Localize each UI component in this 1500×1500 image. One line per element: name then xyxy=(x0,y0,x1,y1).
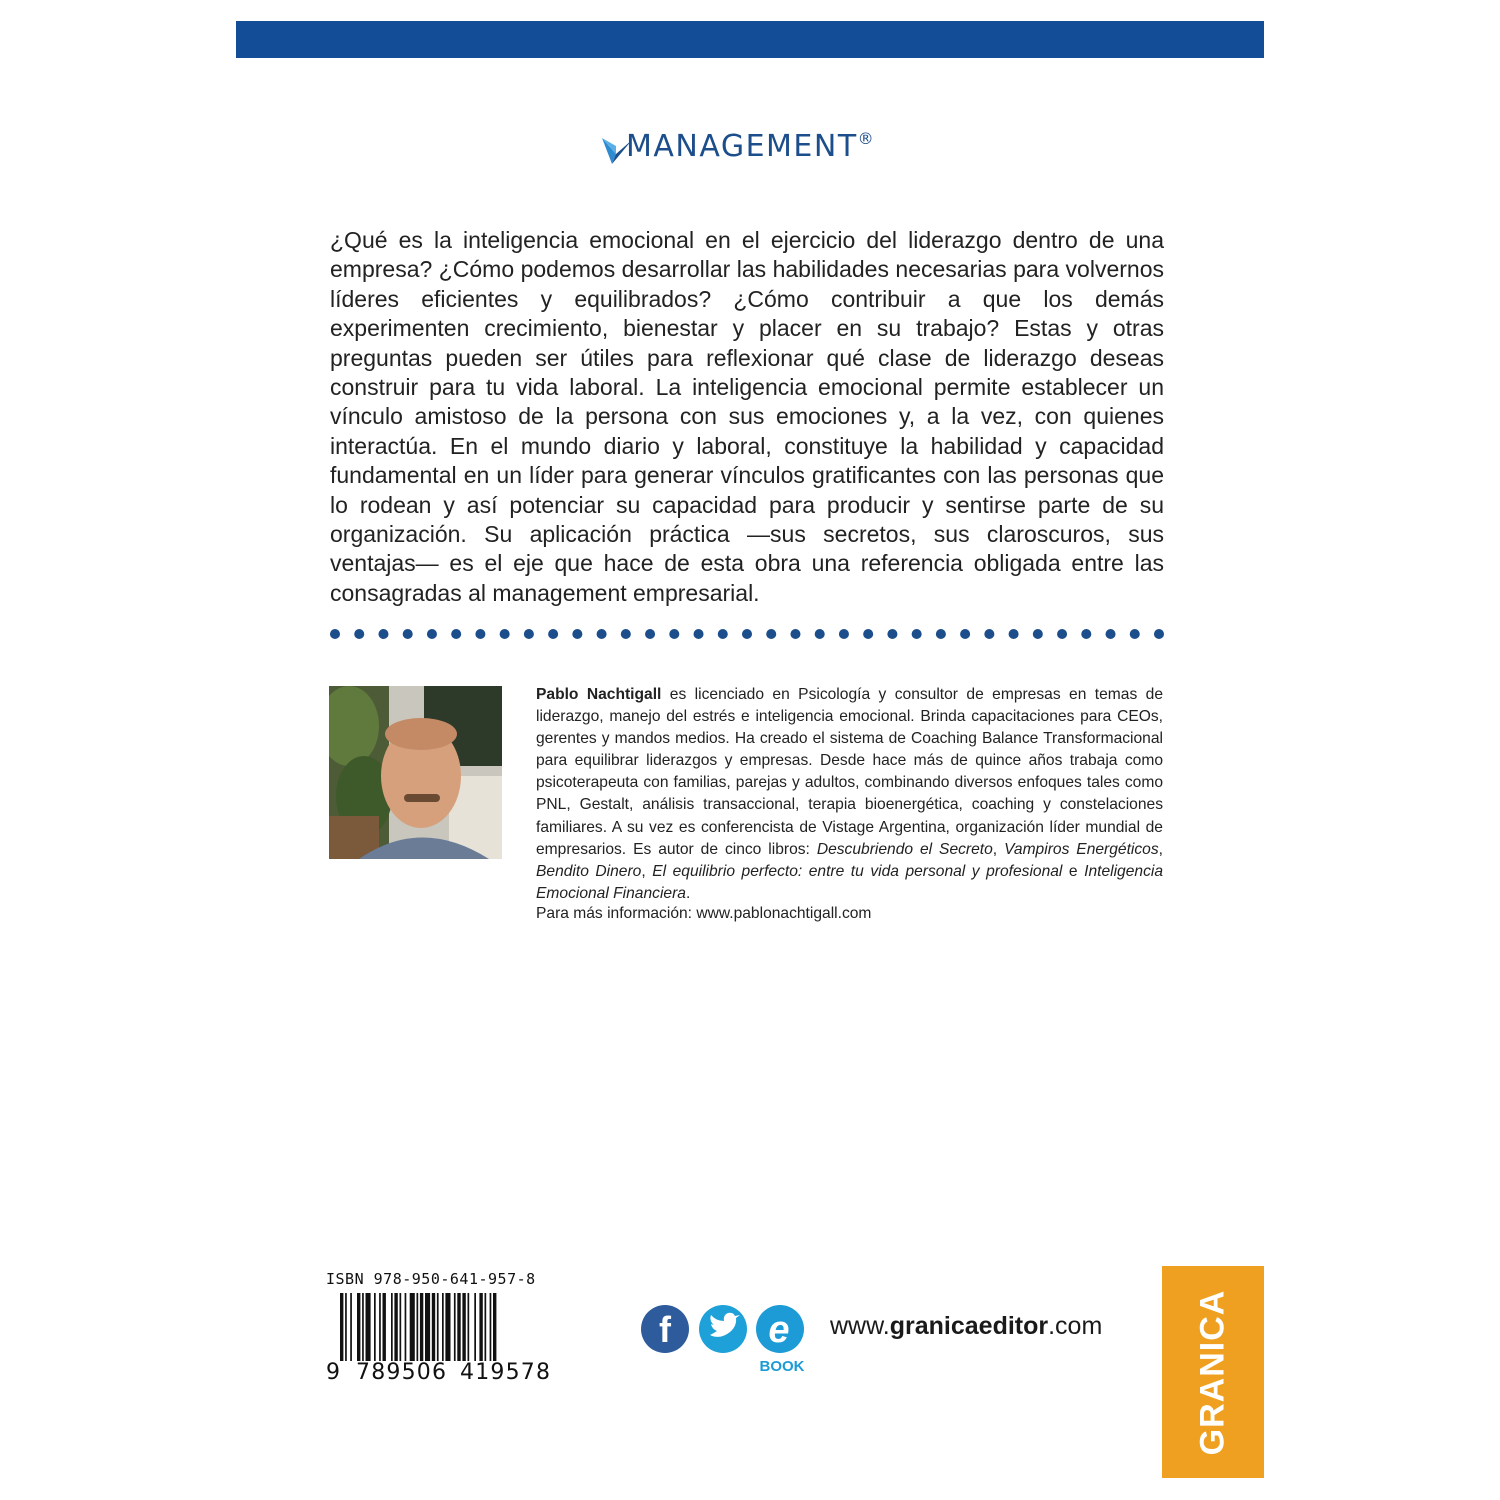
barcode-bar xyxy=(362,1293,364,1361)
brand-registered-mark: ® xyxy=(857,128,876,148)
divider-dot xyxy=(766,629,776,639)
book-separator: , xyxy=(992,840,1005,858)
divider-dot xyxy=(1154,629,1164,639)
divider-dot xyxy=(475,629,485,639)
website-prefix: www. xyxy=(830,1312,890,1340)
barcode-digits-right: 419578 xyxy=(460,1360,552,1385)
barcode-bar xyxy=(394,1293,397,1361)
barcode-digit-prefix: 9 xyxy=(326,1360,342,1385)
ebook-icon[interactable] xyxy=(756,1305,805,1375)
book-title: Bendito Dinero xyxy=(536,862,642,880)
management-logo xyxy=(600,122,875,170)
barcode-bar xyxy=(437,1293,439,1361)
svg-text:e: e xyxy=(768,1309,790,1351)
website-suffix: .com xyxy=(1048,1312,1103,1340)
divider-dot xyxy=(790,629,800,639)
barcode-digits xyxy=(326,1360,551,1385)
barcode-digits-left: 789506 xyxy=(356,1360,448,1385)
social-icons xyxy=(640,1304,810,1376)
divider-dot xyxy=(548,629,558,639)
divider-dot xyxy=(621,629,631,639)
svg-text:f: f xyxy=(659,1309,671,1350)
isbn-label: ISBN 978-950-641-957-8 xyxy=(326,1270,536,1288)
ebook-label: BOOK xyxy=(759,1358,805,1375)
divider-dot xyxy=(863,629,873,639)
barcode-bar xyxy=(379,1293,381,1361)
divider-dot xyxy=(645,629,655,639)
divider-dot xyxy=(500,629,510,639)
barcode-bar xyxy=(400,1293,402,1361)
divider-dot xyxy=(354,629,364,639)
barcode-bar xyxy=(366,1293,371,1361)
barcode-bar xyxy=(454,1293,456,1361)
divider-dot xyxy=(378,629,388,639)
website-name: granicaeditor xyxy=(889,1312,1049,1340)
barcode-bar xyxy=(432,1293,435,1361)
divider-dot xyxy=(1081,629,1091,639)
twitter-icon[interactable] xyxy=(699,1305,747,1353)
divider-dot xyxy=(427,629,437,639)
publisher-logo xyxy=(1162,1266,1264,1478)
barcode xyxy=(340,1293,540,1361)
divider-dot xyxy=(1057,629,1067,639)
publisher-website[interactable] xyxy=(830,1312,1102,1341)
barcode-bar xyxy=(445,1293,450,1361)
book-separator: , xyxy=(641,862,653,880)
barcode-bar xyxy=(410,1293,415,1361)
facebook-icon[interactable] xyxy=(641,1305,689,1353)
book-separator: , xyxy=(1158,840,1163,858)
book-title: Inteligencia Emocional Financiera xyxy=(536,862,1163,902)
barcode-bar xyxy=(350,1293,352,1361)
barcode-bar xyxy=(374,1293,376,1361)
divider-dot xyxy=(960,629,970,639)
author-bio xyxy=(536,684,1163,905)
book-title: Descubriendo el Secreto xyxy=(816,840,993,858)
barcode-bar xyxy=(479,1293,482,1361)
barcode-bar xyxy=(383,1293,386,1361)
divider-dot xyxy=(572,629,582,639)
divider-dot xyxy=(694,629,704,639)
barcode-bar xyxy=(391,1293,393,1361)
publisher-name: GRANICA xyxy=(1193,1289,1232,1455)
barcode-bar xyxy=(468,1293,470,1361)
barcode-bar xyxy=(340,1293,343,1361)
author-name: Pablo Nachtigall xyxy=(536,686,662,703)
divider-dot xyxy=(669,629,679,639)
book-title: El equilibrio perfecto: entre tu vida personal y profesional xyxy=(652,862,1063,880)
barcode-bar xyxy=(417,1293,419,1361)
divider-dot xyxy=(984,629,994,639)
divider-dot xyxy=(1033,629,1043,639)
barcode-bar xyxy=(474,1293,476,1361)
divider-dot xyxy=(887,629,897,639)
barcode-bar xyxy=(420,1293,423,1361)
barcode-bar xyxy=(345,1293,347,1361)
divider-dot xyxy=(403,629,413,639)
divider-dot xyxy=(718,629,728,639)
dotted-divider xyxy=(330,628,1164,640)
barcode-bar xyxy=(493,1293,496,1361)
barcode-bar xyxy=(405,1293,407,1361)
divider-dot xyxy=(451,629,461,639)
barcode-bar xyxy=(462,1293,465,1361)
back-cover-blurb: ¿Qué es la inteligencia emocional en el ejercicio del liderazgo dentro de una empresa? ¿Cómo podemos desarrollar las habilidades necesarias para volvernos líderes eficientes y equilibrados? ¿Cómo contribuir a que los demás experimenten crecimiento, bienestar y placer en su trabajo? Estas y otras preguntas pueden ser útiles para reflexionar qué clase de liderazgo deseas construir para tu vida laboral. La inteligencia emocional permite establecer un vínculo amistoso de la persona con sus emociones y, a la vez, con quienes interactúa. En el mundo diario y laboral, constituye la habilidad y capacidad fundamental en un líder para generar vínculos gratificantes con las personas que lo rodean y así potenciar su capacidad para producir y sentirse parte de su organización. Su aplicación práctica —sus secretos, sus claroscuros, sus ventajas— es el eje que hace de esta obra una referencia obligada entre las consagradas al management empresarial. xyxy=(330,227,1164,606)
book-title: Vampiros Energéticos xyxy=(1004,840,1159,858)
divider-dot xyxy=(597,629,607,639)
top-color-bar xyxy=(236,21,1264,58)
divider-dot xyxy=(936,629,946,639)
brand-name: MANAGEMENT xyxy=(626,128,858,164)
divider-dot xyxy=(912,629,922,639)
author-photo xyxy=(329,686,502,859)
divider-dot xyxy=(1130,629,1140,639)
barcode-bar xyxy=(442,1293,444,1361)
barcode-bar xyxy=(457,1293,460,1361)
divider-dot xyxy=(524,629,534,639)
book-separator: e xyxy=(1062,862,1085,880)
divider-dot xyxy=(1106,629,1116,639)
divider-dot xyxy=(815,629,825,639)
barcode-bar xyxy=(425,1293,430,1361)
barcode-bar xyxy=(485,1293,487,1361)
divider-dot xyxy=(330,629,340,639)
divider-dot xyxy=(839,629,849,639)
barcode-bar xyxy=(490,1293,492,1361)
bio-end: . xyxy=(685,884,691,902)
author-more-info: Para más información: www.pablonachtigall.com xyxy=(536,905,872,922)
divider-dot xyxy=(1009,629,1019,639)
divider-dot xyxy=(742,629,752,639)
barcode-bar xyxy=(357,1293,360,1361)
author-bio-text: es licenciado en Psicología y consultor de empresas en temas de liderazgo, manejo del estrés e inteligencia emocional. Brinda capacitaciones para CEOs, gerentes y mandos medios. Ha creado el sistema de Coaching Balance Transformacional para equilibrar liderazgos y empresas. Desde hace más de quince años trabaja como psicoterapeuta con familias, parejas y adultos, combinando diversos enfoques tales como PNL, Gestalt, análisis transaccional, terapia bioenergética, coaching y constelaciones familiares. A su vez es conferencista de Vistage Argentina, organización líder mundial de empresarios. Es autor de cinco libros: xyxy=(536,686,1163,858)
